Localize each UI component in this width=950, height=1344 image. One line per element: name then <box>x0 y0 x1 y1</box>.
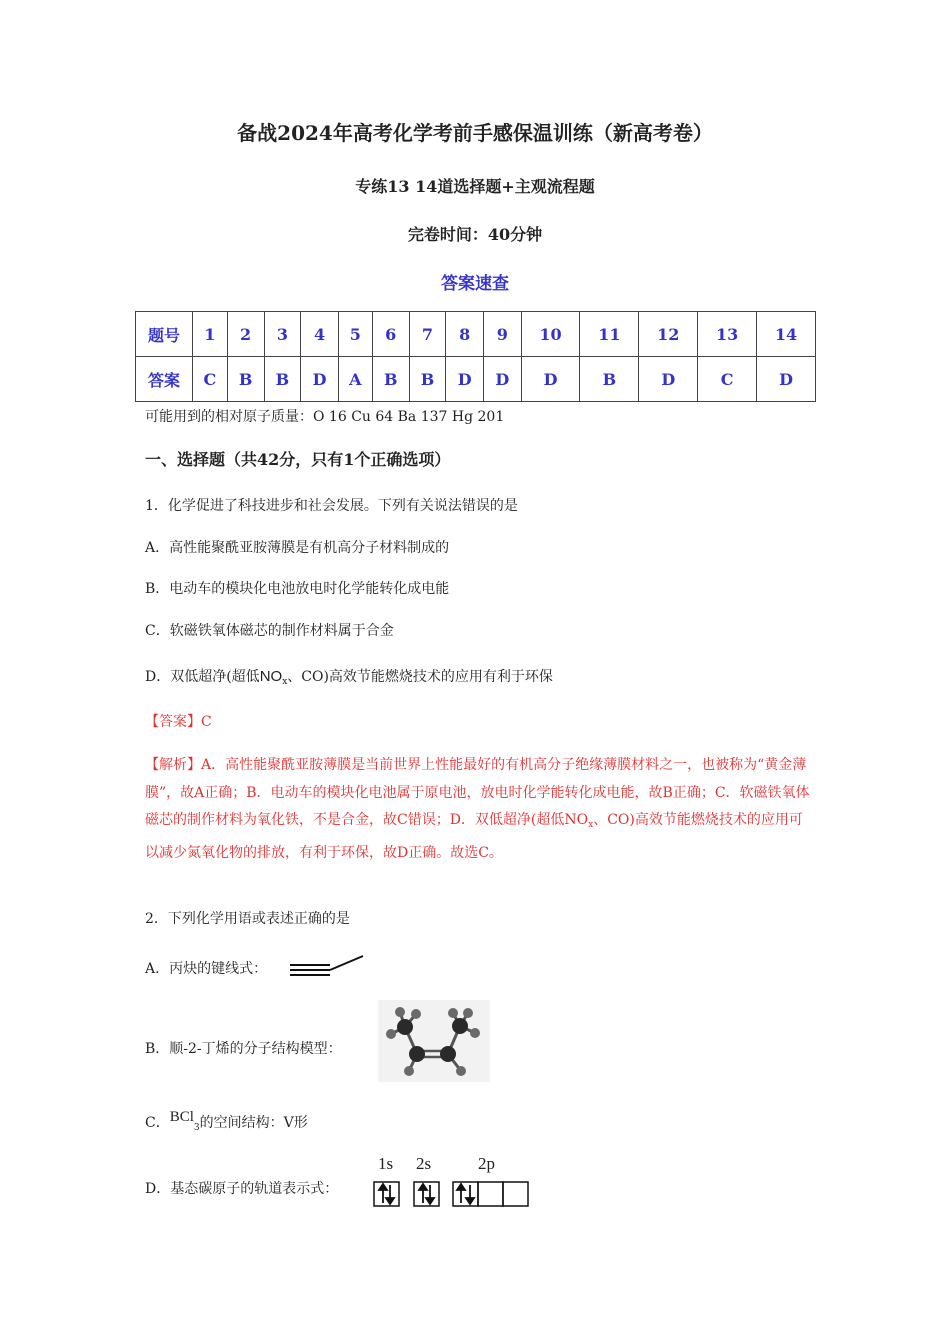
answer-table-header: 题号 <box>136 312 193 357</box>
answer-value: C <box>201 714 212 730</box>
table-cell: B <box>409 357 446 402</box>
orbital-label-2p: 2p <box>478 1154 495 1173</box>
table-cell: 10 <box>521 312 580 357</box>
table-cell: 3 <box>264 312 301 357</box>
table-cell: 7 <box>409 312 446 357</box>
carbon-orbital-diagram <box>372 1180 534 1210</box>
q1-option-b: B．电动车的模块化电池放电时化学能转化成电能 <box>145 581 450 597</box>
answer-table-row-answers <box>136 357 816 402</box>
answer-table <box>135 311 816 402</box>
table-cell: D <box>639 357 698 402</box>
q1-option-d <box>145 666 553 687</box>
table-cell: 11 <box>580 312 639 357</box>
table-cell: B <box>372 357 409 402</box>
table-cell: B <box>580 357 639 402</box>
table-cell: 5 <box>338 312 372 357</box>
table-cell: 13 <box>698 312 757 357</box>
nox-formula: NO <box>259 668 283 685</box>
q2-option-c <box>145 1109 308 1133</box>
table-cell: 8 <box>446 312 484 357</box>
cis-2-butene-ball-model <box>378 1000 490 1082</box>
q2-option-a: A．丙炔的键线式： <box>145 961 268 977</box>
bcl3-formula: BCl <box>169 1109 194 1125</box>
q1-stem: 1．化学促进了科技进步和社会发展。下列有关说法错误的是 <box>145 498 518 514</box>
q2-option-c-post: 的空间结构：V形 <box>199 1115 308 1131</box>
orbital-label-2s: 2s <box>416 1154 432 1173</box>
nox-subscript: x <box>282 677 288 687</box>
table-cell: 1 <box>193 312 228 357</box>
bcl3-subscript: 3 <box>193 1123 200 1133</box>
table-cell: D <box>446 357 484 402</box>
table-cell: C <box>698 357 757 402</box>
explanation-text-1: A．高性能聚酰亚胺薄膜是当前世界上性能最好的有机高分子绝缘薄膜材料之一，也被称为“黄金薄膜”，故A正确；B．电动车的模块化电池属于原电池，放电时化学能转化成电能，故B正确；C．软磁铁氧体磁芯的制作材料为氧化铁，不是合金，故C错误；D．双低超净(超低NO <box>145 757 810 828</box>
q2-stem: 2．下列化学用语或表述正确的是 <box>145 911 350 927</box>
q2-option-d: D．基态碳原子的轨道表示式： <box>145 1181 339 1197</box>
table-cell: 2 <box>227 312 264 357</box>
table-cell: B <box>264 357 301 402</box>
table-cell: D <box>301 357 339 402</box>
q1-option-d-post: 、CO)高效节能燃烧技术的应用有利于环保 <box>287 669 553 685</box>
q1-option-a: A．高性能聚酰亚胺薄膜是有机高分子材料制成的 <box>145 540 450 556</box>
page-subtitle: 专练13 14道选择题+主观流程题 <box>355 177 595 196</box>
table-cell: A <box>338 357 372 402</box>
table-cell: 12 <box>639 312 698 357</box>
table-cell: B <box>227 357 264 402</box>
table-cell: D <box>521 357 580 402</box>
orbital-label-1s: 1s <box>378 1154 394 1173</box>
answer-heading: 答案速查 <box>441 274 509 294</box>
explanation-label: 【解析】 <box>145 757 201 773</box>
table-cell: 6 <box>372 312 409 357</box>
explanation-text-2: 、CO)高效节能燃烧技术的应用可以减少氮氧化物的排放，有利于环保，故D正确。故选C。 <box>145 812 803 861</box>
table-cell: 9 <box>484 312 522 357</box>
answer-table-row-numbers <box>136 312 816 357</box>
table-cell: 4 <box>301 312 339 357</box>
atomic-masses: 可能用到的相对原子质量：O 16 Cu 64 Ba 137 Hg 201 <box>145 409 505 425</box>
q1-option-c: C．软磁铁氧体磁芯的制作材料属于合金 <box>145 623 394 639</box>
q1-explanation <box>145 752 810 867</box>
propyne-skeletal-formula <box>288 952 368 982</box>
q1-answer <box>145 711 212 731</box>
q1-option-d-pre: D．双低超净(超低 <box>145 669 260 685</box>
table-cell: D <box>484 357 522 402</box>
explanation-subscript: x <box>588 820 594 830</box>
table-cell: D <box>757 357 816 402</box>
table-cell: C <box>193 357 228 402</box>
time-limit: 完卷时间：40分钟 <box>407 225 543 244</box>
page-title: 备战2024年高考化学考前手感保温训练（新高考卷） <box>237 121 713 145</box>
answer-label: 【答案】 <box>145 714 201 730</box>
answer-table-header: 答案 <box>136 357 193 402</box>
q2-option-c-pre: C． <box>145 1115 170 1131</box>
table-cell: 14 <box>757 312 816 357</box>
q2-option-b: B．顺-2-丁烯的分子结构模型： <box>145 1041 342 1057</box>
section-title: 一、选择题（共42分，只有1个正确选项） <box>145 450 451 469</box>
